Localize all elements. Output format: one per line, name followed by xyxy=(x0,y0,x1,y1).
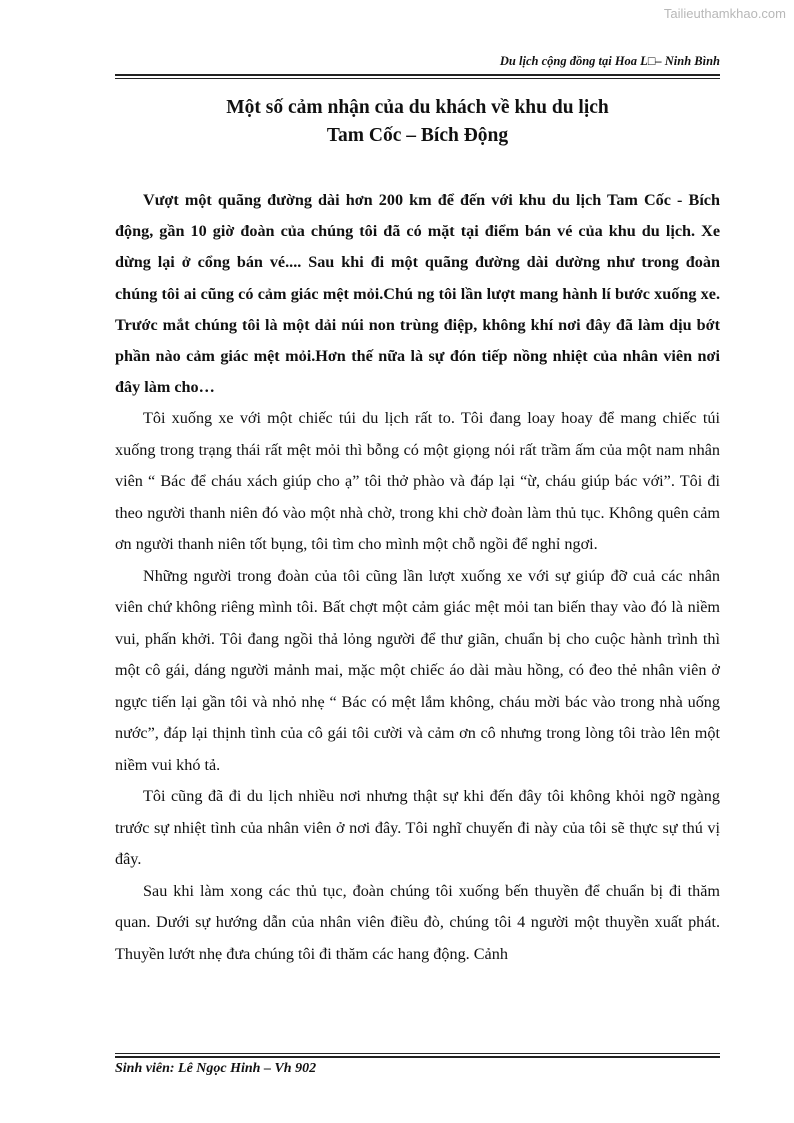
footer-rule-thin xyxy=(115,1053,720,1054)
paragraph: Tôi xuống xe với một chiếc túi du lịch rất to. Tôi đang loay hoay để mang chiếc túi xuống trong trạng thái rất mệt mỏi thì bỗng có một giọng nói rất trầm ấm của một nam nhân viên “ Bác để cháu xách giúp cho ạ” tôi thở phào và đáp lại “ừ, cháu giúp bác với”. Tôi đi theo người thanh niên đó vào một nhà chờ, trong khi chờ đoàn làm thủ tục. Không quên cảm ơn người thanh niên tốt bụng, tôi tìm cho mình một chỗ ngồi để nghỉ ngơi. xyxy=(115,409,720,554)
body-text xyxy=(115,185,720,970)
footer-rule-thick xyxy=(115,1056,720,1058)
paragraph: Sau khi làm xong các thủ tục, đoàn chúng tôi xuống bến thuyền để chuẩn bị đi thăm quan. Dưới sự hướng dẫn của nhân viên điều đò, chúng tôi 4 người một thuyền xuất phát. Thuyền lướt nhẹ đưa chúng tôi đi thăm các hang động. Cảnh xyxy=(115,881,720,963)
paragraph-intro: Vượt một quãng đường dài hơn 200 km để đến với khu du lịch Tam Cốc - Bích động, gần 10 giờ đoàn của chúng tôi đã có mặt tại điểm bán vé của khu du lịch. Xe dừng lại ở cổng bán vé.... Sau khi đi một quãng đường dài dường như trong đoàn chúng tôi ai cũng có cảm giác mệt mỏi.Chú ng tôi lần lượt mang hành lí bước xuống xe. Trước mắt chúng tôi là một dải núi non trùng điệp, không khí nơi đây đã làm dịu bớt phần nào cảm giác mệt mỏi.Hơn thế nữa là sự đón tiếp nồng nhiệt của nhân viên nơi đây làm cho… xyxy=(115,191,720,397)
footer-author: Sinh viên: Lê Ngọc Hinh – Vh 902 xyxy=(115,1061,317,1076)
watermark: Tailieuthamkhao.com xyxy=(663,6,786,21)
title-line-2: Tam Cốc – Bích Động xyxy=(326,125,509,146)
running-header: Du lịch cộng đồng tại Hoa L□– Ninh Bình xyxy=(499,54,720,68)
header-rule-thick xyxy=(115,74,720,76)
paragraph: Tôi cũng đã đi du lịch nhiều nơi nhưng thật sự khi đến đây tôi không khỏi ngỡ ngàng trước sự nhiệt tình của nhân viên ở nơi đây. Tôi nghĩ chuyến đi này của tôi sẽ thực sự thú vị đây. xyxy=(115,787,720,869)
paragraph: Những người trong đoàn của tôi cũng lần lượt xuống xe với sự giúp đỡ cuả các nhân viên chứ không riêng mình tôi. Bất chợt một cảm giác mệt mỏi tan biến thay vào đó là niềm vui, phấn khởi. Tôi đang ngồi thả lỏng người để thư giãn, chuẩn bị cho cuộc hành trình thì một cô gái, dáng người mảnh mai, mặc một chiếc áo dài màu hồng, có đeo thẻ nhân viên ở ngực tiến lại gần tôi và nhỏ nhẹ “ Bác có mệt lắm không, cháu mời bác vào trong nhà uống nước”, đáp lại thịnh tình của cô gái tôi cười và cảm ơn cô nhưng trong lòng tôi trào lên một niềm vui khó tả. xyxy=(115,566,720,774)
page-title xyxy=(115,94,720,150)
title-line-1: Một số cảm nhận của du khách về khu du lịch xyxy=(226,97,609,118)
header-rule-thin xyxy=(115,78,720,79)
